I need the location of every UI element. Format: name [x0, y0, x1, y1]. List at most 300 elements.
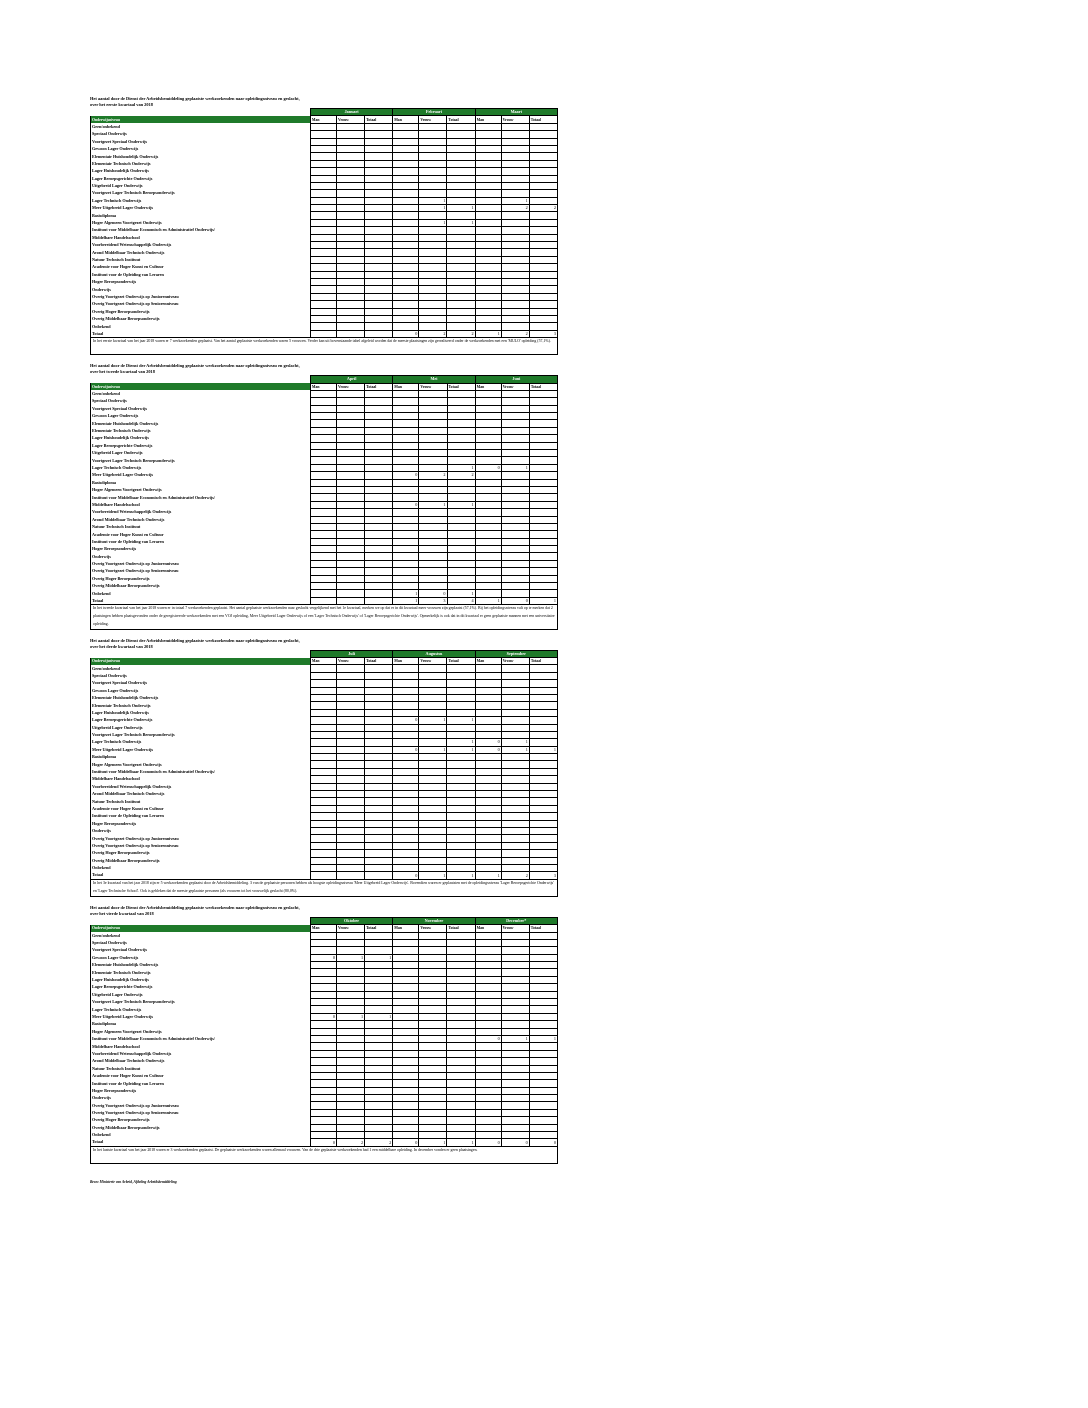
table-row	[91, 516, 558, 523]
value-cell	[365, 190, 393, 197]
value-cell	[337, 731, 365, 738]
value-cell	[529, 1050, 557, 1057]
value-cell	[475, 991, 501, 998]
value-cell	[447, 293, 475, 300]
value-cell	[501, 560, 529, 567]
block-subtitle: over het tweede kwartaal van 2018	[90, 369, 155, 375]
value-cell	[393, 583, 419, 590]
value-cell	[365, 413, 393, 420]
value-cell	[310, 702, 336, 709]
value-cell	[447, 553, 475, 560]
table-row	[91, 680, 558, 687]
value-cell	[419, 984, 447, 991]
value-cell	[310, 546, 336, 553]
value-cell	[447, 1080, 475, 1087]
row-label: Middelbare Handelsschool	[91, 776, 311, 783]
value-cell	[419, 479, 447, 486]
table-row	[91, 835, 558, 842]
value-cell	[310, 835, 336, 842]
value-cell	[337, 1080, 365, 1087]
value-cell	[447, 1050, 475, 1057]
gender-header: Totaal	[529, 116, 557, 123]
value-cell	[529, 1102, 557, 1109]
value-cell	[365, 531, 393, 538]
value-cell: 2	[419, 472, 447, 479]
value-cell	[529, 984, 557, 991]
value-cell	[475, 1028, 501, 1035]
row-label: Uitgebreid Lager Onderwijs	[91, 991, 311, 998]
value-cell	[475, 435, 501, 442]
table-row	[91, 827, 558, 834]
row-label: Overig Hoger Beroepsonderwijs	[91, 1117, 311, 1124]
value-cell	[501, 680, 529, 687]
value-cell	[337, 947, 365, 954]
value-cell	[529, 182, 557, 189]
value-cell	[310, 301, 336, 308]
value-cell	[365, 501, 393, 508]
value-cell	[337, 242, 365, 249]
value-cell	[419, 123, 447, 130]
value-cell	[337, 1072, 365, 1079]
value-cell	[337, 1102, 365, 1109]
value-cell	[393, 390, 419, 397]
value-cell	[529, 271, 557, 278]
value-cell	[501, 175, 529, 182]
value-cell	[393, 509, 419, 516]
value-cell: 1	[365, 1013, 393, 1020]
value-cell	[419, 1072, 447, 1079]
value-cell	[447, 709, 475, 716]
value-cell	[475, 205, 501, 212]
value-cell	[529, 464, 557, 471]
value-cell	[393, 123, 419, 130]
row-label: Overig Voortgezet Onderwijs op Juniorenniveau	[91, 560, 311, 567]
value-cell: 1	[447, 501, 475, 508]
value-cell	[337, 1006, 365, 1013]
value-cell	[337, 509, 365, 516]
gender-header: Vrouw	[501, 658, 529, 665]
value-cell	[419, 212, 447, 219]
value-cell	[501, 991, 529, 998]
value-cell	[529, 472, 557, 479]
value-cell	[529, 538, 557, 545]
value-cell	[393, 969, 419, 976]
gender-header: Man	[310, 925, 336, 932]
value-cell	[393, 464, 419, 471]
value-cell	[337, 450, 365, 457]
value-cell	[337, 278, 365, 285]
value-cell	[337, 264, 365, 271]
value-cell	[337, 323, 365, 330]
value-cell	[447, 450, 475, 457]
value-cell	[501, 969, 529, 976]
value-cell	[365, 694, 393, 701]
value-cell	[393, 212, 419, 219]
row-label: Avond Middelbaar Technisch Onderwijs	[91, 516, 311, 523]
table-row	[91, 776, 558, 783]
value-cell	[447, 991, 475, 998]
value-cell	[365, 969, 393, 976]
value-cell	[447, 420, 475, 427]
value-cell	[419, 286, 447, 293]
value-cell	[365, 301, 393, 308]
value-cell	[365, 315, 393, 322]
value-cell	[501, 450, 529, 457]
value-cell	[501, 665, 529, 672]
value-cell	[529, 420, 557, 427]
value-cell	[501, 182, 529, 189]
value-cell	[393, 427, 419, 434]
value-cell	[501, 301, 529, 308]
table-row	[91, 286, 558, 293]
gender-header: Man	[393, 925, 419, 932]
value-cell	[447, 390, 475, 397]
value-cell	[365, 472, 393, 479]
value-cell	[475, 315, 501, 322]
value-cell: 0	[393, 501, 419, 508]
table-row	[91, 553, 558, 560]
row-label: Overig Voortgezet Onderwijs op Seniorenniveau	[91, 301, 311, 308]
value-cell	[447, 442, 475, 449]
value-cell	[529, 501, 557, 508]
value-cell	[501, 308, 529, 315]
value-cell	[447, 976, 475, 983]
value-cell	[310, 783, 336, 790]
value-cell: 0	[419, 590, 447, 597]
value-cell	[393, 420, 419, 427]
value-cell	[365, 1006, 393, 1013]
value-cell	[529, 813, 557, 820]
value-cell	[310, 739, 336, 746]
gender-header: Totaal	[447, 116, 475, 123]
value-cell	[365, 1072, 393, 1079]
value-cell	[419, 850, 447, 857]
row-label: Voorbereidend Wetenschappelijk Onderwijs	[91, 1050, 311, 1057]
value-cell	[393, 820, 419, 827]
value-cell	[365, 435, 393, 442]
quarter-table	[90, 108, 558, 338]
value-cell: 0	[475, 746, 501, 753]
value-cell	[447, 947, 475, 954]
value-cell	[310, 872, 336, 879]
value-cell	[310, 1028, 336, 1035]
value-cell	[501, 583, 529, 590]
value-cell	[419, 1035, 447, 1042]
value-cell	[310, 991, 336, 998]
value-cell	[475, 168, 501, 175]
value-cell	[337, 256, 365, 263]
value-cell	[310, 962, 336, 969]
value-cell	[447, 1013, 475, 1020]
quarter-table	[90, 650, 558, 880]
value-cell	[393, 457, 419, 464]
value-cell	[529, 768, 557, 775]
table-row	[91, 947, 558, 954]
value-cell	[365, 256, 393, 263]
value-cell	[337, 1021, 365, 1028]
row-label: Avond Middelbaar Technisch Onderwijs	[91, 1058, 311, 1065]
value-cell	[365, 131, 393, 138]
value-cell	[501, 932, 529, 939]
value-cell	[447, 256, 475, 263]
value-cell	[501, 783, 529, 790]
value-cell	[529, 1124, 557, 1131]
value-cell	[310, 1058, 336, 1065]
value-cell	[393, 182, 419, 189]
value-cell	[337, 472, 365, 479]
table-row	[91, 1028, 558, 1035]
value-cell	[365, 835, 393, 842]
value-cell	[310, 553, 336, 560]
value-cell	[310, 323, 336, 330]
row-label: Onderwijs	[91, 553, 311, 560]
value-cell	[365, 776, 393, 783]
value-cell	[310, 205, 336, 212]
value-cell	[475, 249, 501, 256]
value-cell	[419, 583, 447, 590]
row-label: Hoger Algemeen Voortgezet Onderwijs	[91, 486, 311, 493]
table-row	[91, 842, 558, 849]
value-cell	[337, 175, 365, 182]
value-cell	[337, 583, 365, 590]
row-label: Lager Technisch Onderwijs	[91, 464, 311, 471]
value-cell	[475, 398, 501, 405]
quarter-block	[90, 363, 558, 630]
table-row	[91, 1132, 558, 1139]
value-cell	[475, 1102, 501, 1109]
value-cell	[529, 939, 557, 946]
value-cell	[419, 464, 447, 471]
value-cell	[337, 427, 365, 434]
value-cell	[501, 1117, 529, 1124]
value-cell	[393, 1028, 419, 1035]
value-cell	[337, 783, 365, 790]
row-label: Lager Huishoudelijk Onderwijs	[91, 168, 311, 175]
row-label: Hoger Beroepsonderwijs	[91, 820, 311, 827]
row-label: Overig Voortgezet Onderwijs op Juniorenniveau	[91, 1102, 311, 1109]
value-cell	[447, 1028, 475, 1035]
table-row	[91, 219, 558, 226]
value-cell	[393, 315, 419, 322]
value-cell	[419, 546, 447, 553]
value-cell	[337, 168, 365, 175]
value-cell	[529, 405, 557, 412]
value-cell	[393, 1050, 419, 1057]
value-cell	[337, 962, 365, 969]
value-cell: 0	[393, 472, 419, 479]
value-cell	[310, 976, 336, 983]
value-cell	[419, 1087, 447, 1094]
value-cell	[529, 486, 557, 493]
table-row	[91, 665, 558, 672]
value-cell	[475, 1013, 501, 1020]
gender-header: Vrouw	[337, 925, 365, 932]
gender-header: Man	[310, 116, 336, 123]
value-cell	[475, 278, 501, 285]
row-label: Gewoon Lager Onderwijs	[91, 954, 311, 961]
value-cell	[310, 138, 336, 145]
value-cell	[447, 1006, 475, 1013]
value-cell	[365, 494, 393, 501]
value-cell	[365, 932, 393, 939]
value-cell	[447, 791, 475, 798]
row-label: Instituut voor de Opleiding van Leraren	[91, 538, 311, 545]
gender-header: Man	[475, 383, 501, 390]
value-cell	[501, 709, 529, 716]
value-cell	[447, 405, 475, 412]
value-cell	[501, 249, 529, 256]
value-cell	[310, 1132, 336, 1139]
value-cell	[501, 1102, 529, 1109]
value-cell	[501, 256, 529, 263]
value-cell	[501, 1132, 529, 1139]
value-cell	[310, 590, 336, 597]
table-row	[91, 783, 558, 790]
value-cell	[475, 835, 501, 842]
value-cell	[365, 398, 393, 405]
value-cell	[529, 575, 557, 582]
value-cell	[310, 798, 336, 805]
value-cell	[310, 278, 336, 285]
row-label: Hoger Beroepsonderwijs	[91, 1087, 311, 1094]
value-cell	[501, 1058, 529, 1065]
value-cell	[365, 1058, 393, 1065]
value-cell	[529, 457, 557, 464]
value-cell	[447, 427, 475, 434]
table-row	[91, 212, 558, 219]
value-cell: 2	[501, 205, 529, 212]
value-cell: 2	[419, 330, 447, 337]
value-cell	[393, 205, 419, 212]
value-cell	[337, 479, 365, 486]
value-cell	[393, 249, 419, 256]
value-cell	[393, 494, 419, 501]
gender-header: Totaal	[365, 383, 393, 390]
value-cell	[337, 991, 365, 998]
value-cell	[419, 783, 447, 790]
value-cell	[419, 435, 447, 442]
value-cell	[529, 761, 557, 768]
value-cell	[393, 976, 419, 983]
row-label: Elementair Huishoudelijk Onderwijs	[91, 420, 311, 427]
value-cell	[365, 457, 393, 464]
value-cell	[365, 1102, 393, 1109]
table-row	[91, 160, 558, 167]
table-row	[91, 709, 558, 716]
value-cell	[393, 932, 419, 939]
row-label: Onderwijs	[91, 1095, 311, 1102]
value-cell	[447, 457, 475, 464]
row-label: Voortgezet Speciaal Onderwijs	[91, 680, 311, 687]
row-label: Overig Voortgezet Onderwijs op Juniorenniveau	[91, 293, 311, 300]
value-cell	[337, 1035, 365, 1042]
value-cell	[419, 702, 447, 709]
value-cell	[501, 145, 529, 152]
value-cell	[475, 864, 501, 871]
table-row	[91, 694, 558, 701]
value-cell	[475, 427, 501, 434]
row-label: Gewoon Lager Onderwijs	[91, 687, 311, 694]
value-cell	[393, 754, 419, 761]
row-label: Meer Uitgebreid Lager Onderwijs	[91, 472, 311, 479]
value-cell	[365, 746, 393, 753]
row-label: Lager Technisch Onderwijs	[91, 197, 311, 204]
block-subtitle: over het derde kwartaal van 2018	[90, 643, 153, 649]
value-cell	[393, 1117, 419, 1124]
value-cell	[337, 435, 365, 442]
value-cell	[393, 1095, 419, 1102]
value-cell	[475, 954, 501, 961]
value-cell	[365, 857, 393, 864]
value-cell	[447, 315, 475, 322]
value-cell	[393, 278, 419, 285]
value-cell	[337, 709, 365, 716]
value-cell	[365, 724, 393, 731]
value-cell	[393, 242, 419, 249]
value-cell	[529, 724, 557, 731]
value-cell	[501, 553, 529, 560]
value-cell	[365, 278, 393, 285]
value-cell	[501, 435, 529, 442]
value-cell	[501, 293, 529, 300]
value-cell	[310, 709, 336, 716]
spacer	[90, 630, 558, 638]
value-cell	[310, 813, 336, 820]
value-cell	[337, 746, 365, 753]
value-cell	[393, 264, 419, 271]
gender-header: Vrouw	[419, 925, 447, 932]
value-cell	[501, 768, 529, 775]
value-cell	[501, 864, 529, 871]
month-header-row	[91, 109, 558, 116]
table-row	[91, 1050, 558, 1057]
value-cell	[365, 947, 393, 954]
value-cell	[501, 939, 529, 946]
value-cell	[393, 131, 419, 138]
value-cell	[529, 553, 557, 560]
value-cell	[501, 813, 529, 820]
table-row	[91, 984, 558, 991]
value-cell: 1	[529, 746, 557, 753]
value-cell	[529, 138, 557, 145]
value-cell	[337, 754, 365, 761]
table-row	[91, 427, 558, 434]
value-cell	[393, 798, 419, 805]
value-cell	[310, 308, 336, 315]
value-cell	[501, 1124, 529, 1131]
value-cell	[365, 323, 393, 330]
value-cell	[365, 754, 393, 761]
value-cell	[419, 516, 447, 523]
value-cell	[501, 168, 529, 175]
value-cell: 1	[447, 1139, 475, 1146]
value-cell	[310, 1095, 336, 1102]
value-cell	[310, 1035, 336, 1042]
value-cell	[447, 271, 475, 278]
row-label: Speciaal Onderwijs	[91, 398, 311, 405]
value-cell	[393, 256, 419, 263]
value-cell	[393, 175, 419, 182]
value-cell	[475, 842, 501, 849]
value-cell	[475, 1043, 501, 1050]
value-cell	[529, 954, 557, 961]
row-label: Uitgebreid Lager Onderwijs	[91, 182, 311, 189]
row-label: Basisdiploma	[91, 754, 311, 761]
block-title: Het aantal door de Dienst der Arbeidsbemiddeling geplaatste werkzoekenden naar opleidingsniveau en geslacht,	[90, 637, 300, 643]
value-cell	[310, 597, 336, 604]
value-cell	[365, 768, 393, 775]
value-cell	[447, 123, 475, 130]
